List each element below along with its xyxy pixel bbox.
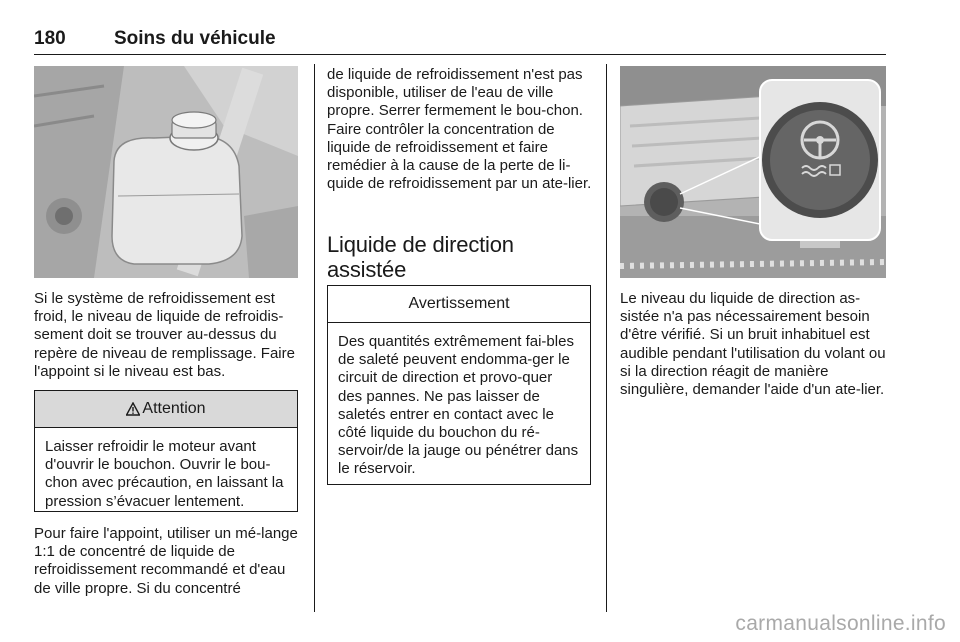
col2-paragraph1: de liquide de refroidissement n'est pas disponible, utiliser de l'eau de ville propre. Serrer fermement le bou-chon. Faire contrôler la concentration de liquide de refroidissement et faire remédier à la cause de la perte de li-quide de refroidissement par un ate-lier. (327, 66, 592, 193)
attention-title: Attention (142, 400, 206, 417)
col1-paragraph1: Si le système de refroidissement est froid, le niveau de liquide de refroidis-sement doit se trouver au-dessus du repère de niveau de remplissage. Faire l'appoint si le niveau est bas. (34, 290, 295, 380)
warning-body: Des quantités extrêmement fai-bles de saleté peuvent endomma-ger le circuit de direction et provo-quer des pannes. Ne pas laisser de saletés entrer en contact avec le côté liquide du bouchon du ré-servoir/de la jauge ou pénétrer dans le réservoir. (338, 333, 579, 478)
warning-box (327, 285, 591, 485)
warning-triangle-icon (126, 402, 140, 416)
col1-paragraph2: Pour faire l'appoint, utiliser un mé-lange 1:1 de concentré de liquide de refroidissement recommandé et d'eau de ville propre. Si du concentré (34, 525, 298, 597)
page-header (34, 26, 886, 55)
watermark: carmanualsonline.info (735, 612, 946, 635)
col3-paragraph1: Le niveau du liquide de direction as-sistée n'a pas nécessairement besoin d'être vérifié. Si un bruit inhabituel est audible pendant l'utilisation du volant ou si la direction réagit de manière singulière, demander l'aide d'un ate-lier. (620, 290, 886, 399)
section-heading: Liquide de direction assistée (327, 232, 514, 282)
col2-paragraph1-block (327, 66, 593, 193)
attention-box-header (35, 391, 297, 428)
column-divider-2 (606, 64, 607, 612)
page-title: Soins du véhicule (114, 28, 276, 49)
warning-box-header (328, 286, 590, 323)
col3-paragraph1-block (620, 290, 888, 399)
col1-paragraph2-block (34, 525, 300, 598)
coolant-reservoir-photo (34, 66, 298, 278)
column-divider-1 (314, 64, 315, 612)
col1-paragraph1-block (34, 290, 300, 381)
page-number: 180 (34, 28, 66, 49)
warning-title: Avertissement (408, 295, 510, 312)
attention-box (34, 390, 298, 512)
attention-body: Laisser refroidir le moteur avant d'ouvrir le bouchon. Ouvrir le bou-chon avec précaution, en laissant la pression s’évacuer lentement. (45, 438, 284, 510)
power-steering-reservoir-photo (620, 66, 886, 278)
